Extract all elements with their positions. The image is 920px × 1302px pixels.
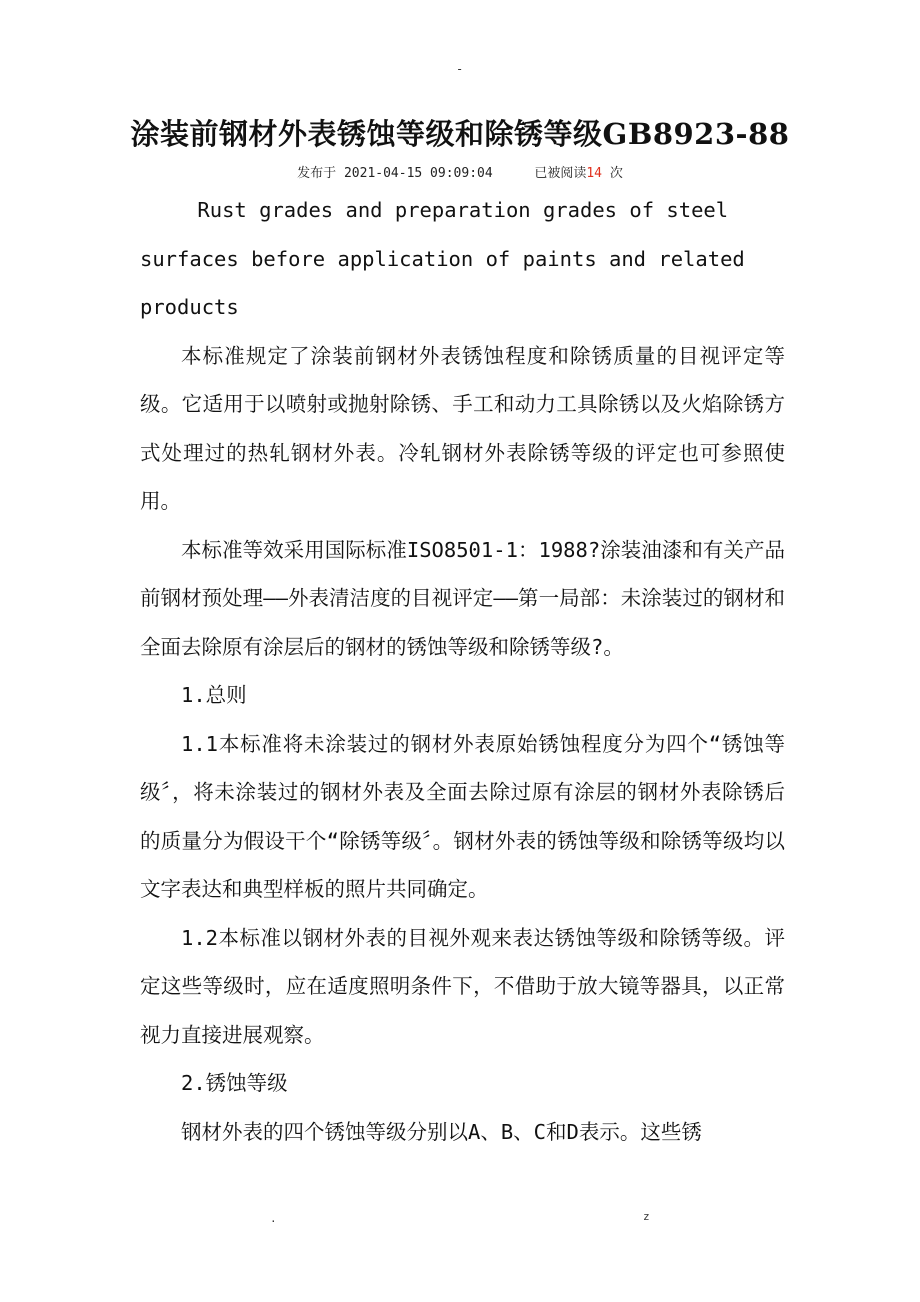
paragraph-rust-grades: 钢材外表的四个锈蚀等级分别以A、B、C和D表示。这些锈: [181, 1119, 702, 1144]
footer-right-mark: z: [643, 1210, 650, 1223]
document-body: [140, 186, 785, 1156]
english-title: Rust grades and preparation grades of steel surfaces before application of paints and related products: [140, 198, 745, 319]
paragraph-scope: 本标准规定了涂装前钢材外表锈蚀程度和除锈质量的目视评定等级。它适用于以喷射或抛射除锈、手工和动力工具除锈以及火焰除锈方式处理过的热轧钢材外表。冷轧钢材外表除锈等级的评定也可参照使用。: [140, 343, 785, 513]
publish-meta: [0, 162, 920, 181]
published-label: 发布于: [297, 166, 337, 181]
document-title: 涂装前钢材外表锈蚀等级和除锈等级GB8923-88: [130, 117, 790, 151]
section-heading-general: 1.总则: [181, 683, 247, 707]
section-heading-rust-grades: 2.锈蚀等级: [181, 1071, 288, 1095]
header-mark: -: [456, 62, 464, 76]
paragraph-equivalence: 本标准等效采用国际标准ISO8501-1：1988?涂装油漆和有关产品前钢材预处理——外表清洁度的目视评定——第一局部：未涂装过的钢材和全面去除原有涂层后的钢材的锈蚀等级和除锈等级?。: [140, 537, 785, 659]
read-count: 14: [586, 166, 603, 181]
read-count-suffix: 次: [609, 166, 623, 181]
read-count-label: 已被阅读: [534, 166, 587, 181]
paragraph-1-1: 1.1本标准将未涂装过的钢材外表原始锈蚀程度分为四个“锈蚀等级〞，将未涂装过的钢材外表及全面去除过原有涂层的钢材外表除锈后的质量分为假设干个“除锈等级〞。钢材外表的锈蚀等级和除锈等级均以文字表达和典型样板的照片共同确定。: [140, 731, 785, 901]
paragraph-1-2: 1.2本标准以钢材外表的目视外观来表达锈蚀等级和除锈等级。评定这些等级时，应在适度照明条件下，不借助于放大镜等器具，以正常视力直接进展观察。: [140, 925, 785, 1047]
published-datetime: 2021-04-15 09:09:04: [343, 166, 493, 181]
footer-left-mark: .: [270, 1212, 277, 1225]
